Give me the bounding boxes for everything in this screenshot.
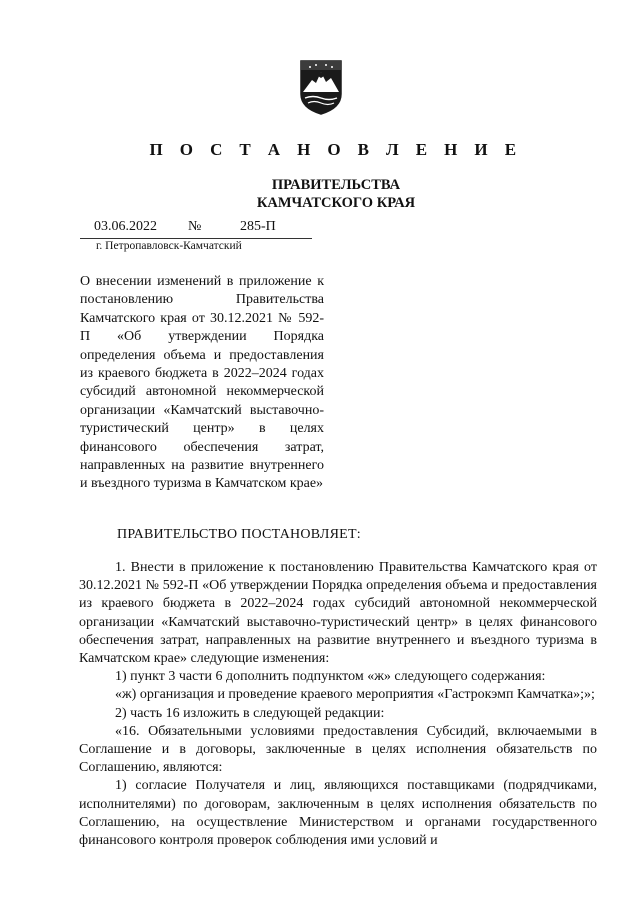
paragraph: «ж) организация и проведение краевого мероприятия «Гастрокэмп Камчатка»;»; xyxy=(115,687,595,703)
paragraph: 1. Внести в приложение к постановлению Правительства Камчатского края от 30.12.2021 № 592-П «Об утверждении Порядка определения объема и предоставления из краевого бюджета в 2022–2024 годах субсидий автономной некоммерческой организации «Камчатский выставочно-туристический центр» в целях финансового обеспечения затрат, направленных на развитие внутреннего и въездного туризма в Камчатском крае» следующие изменения: xyxy=(79,560,597,667)
document-body xyxy=(79,559,597,850)
issuing-authority xyxy=(0,176,640,212)
document-meta-row xyxy=(80,216,312,239)
paragraph: 1) пункт 3 части 6 дополнить подпунктом «ж» следующего содержания: xyxy=(115,669,546,685)
paragraph: «16. Обязательными условиями предоставления Субсидий, включаемыми в Соглашение и в договоры, заключенные в целях исполнения обязательств по Соглашению, являются: xyxy=(79,723,597,776)
document-number: 285-П xyxy=(240,219,276,234)
paragraph: 2) часть 16 изложить в следующей редакции: xyxy=(115,705,385,721)
document-type-heading: П О С Т А Н О В Л Е Н И Е xyxy=(149,140,523,159)
authority-line-1: ПРАВИТЕЛЬСТВА xyxy=(271,177,401,193)
document-title: О внесении изменений в приложение к постановлению Правительства Камчатского края от 30.12.2021 № 592-П «Об утверждении Порядка определения объема и предоставления из краевого бюджета в 2022–2024 годах субсидий автономной некоммерческой организации «Камчатский выставочно-туристический центр» в целях финансового обеспечения затрат, направленных на развитие внутреннего и въездного туризма в Камчатском крае» xyxy=(80,274,324,492)
authority-line-2: КАМЧАТСКОГО КРАЯ xyxy=(256,195,416,211)
preamble: ПРАВИТЕЛЬСТВО ПОСТАНОВЛЯЕТ: xyxy=(117,527,361,542)
document-date: 03.06.2022 xyxy=(94,219,157,234)
paragraph: 1) согласие Получателя и лиц, являющихся поставщиками (подрядчиками, исполнителями) по договорам, заключенным в целях исполнения обязательств по Соглашению, на осуществление Министерством и органами государственного финансового контроля проверок соблюдения ими условий и xyxy=(79,778,597,849)
kamchatka-coat-of-arms-icon xyxy=(298,58,344,116)
number-sign: № xyxy=(188,219,202,234)
issue-city: г. Петропавловск-Камчатский xyxy=(96,240,242,252)
